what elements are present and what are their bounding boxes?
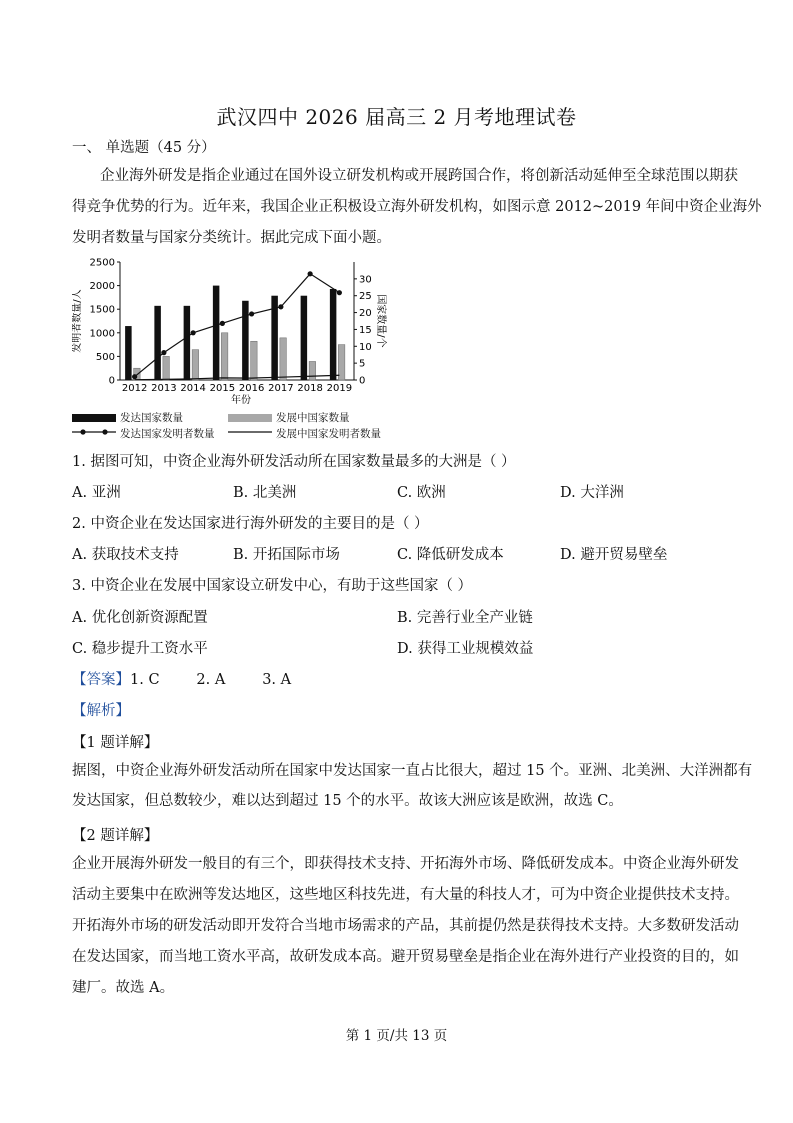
legend-swatch-developing-count [228,414,272,422]
analysis-label: 【解析】 [72,703,130,719]
question-3-option-a: A. 优化创新资源配置 [72,610,208,626]
point-developed-inventors [308,271,313,276]
intro-line-3: 发明者数量与国家分类统计。据此完成下面小题。 [72,230,391,246]
y-tick-label: 2000 [89,281,115,293]
question-2-option-a: A. 获取技术支持 [72,547,179,563]
x-axis-title: 年份 [231,395,251,406]
y2-tick-label: 10 [359,341,372,353]
x-tick-label: 2017 [268,383,294,394]
intro-line-1: 企业海外研发是指企业通过在国外设立研发机构或开展跨国合作，将创新活动延伸至全球范围以期获 [100,168,738,184]
question-2-option-d: D. 避开贸易壁垒 [560,547,668,563]
x-tick-label: 2014 [180,383,206,394]
y-axis-title: 发明者数量/人 [72,289,83,353]
bar-developing-count [251,341,258,380]
explanation-2-line-2: 活动主要集中在欧洲等发达地区，这些地区科技先进，有大量的科技人才，可为中资企业提供技术支持。 [72,887,739,903]
explanation-2-line-1: 企业开展海外研发一般目的有三个，即获得技术支持、开拓海外市场、降低研发成本。中资企业海外研发 [72,856,739,872]
y2-axis-title: 国家数量/个 [375,294,386,348]
point-developed-inventors [278,304,283,309]
chart-legend [72,410,402,442]
y2-tick-label: 30 [359,274,372,286]
question-2-stem: 2. 中资企业在发达国家进行海外研发的主要目的是（ ） [72,516,429,532]
bar-developing-count [163,356,170,380]
page-footer: 第 1 页/共 13 页 [345,1028,448,1044]
answer-text: 1. C 2. A 3. A [130,672,292,688]
explanation-1-line-2: 发达国家，但总数较少，难以达到超过 15 个的水平。故该大洲应该是欧洲，故选 C。 [72,793,623,809]
point-developed-inventors [132,374,137,379]
bar-developing-count [309,361,316,380]
question-1-stem: 1. 据图可知，中资企业海外研发活动所在国家数量最多的大洲是（ ） [72,454,516,470]
x-tick-label: 2019 [326,383,353,394]
question-2-option-b: B. 开拓国际市场 [233,547,340,563]
y-tick-label: 2500 [89,257,115,269]
page-title: 武汉四中 2026 届高三 2 月考地理试卷 [216,105,577,129]
y2-tick-label: 0 [359,375,366,387]
bar-developed-count [330,289,337,380]
legend-label-developed-count: 发达国家数量 [120,412,183,424]
intro-line-2: 得竞争优势的行为。近年来，我国企业正积极设立海外研发机构，如图示意 2012~2019 年间中资企业海外 [72,199,762,215]
explanation-1-heading: 【1 题详解】 [72,735,159,751]
explanation-2-line-3: 开拓海外市场的研发活动即开发符合当地市场需求的产品，其前提仍然是获得技术支持。大多数研发活动 [72,918,739,934]
y-tick-label: 500 [95,351,115,363]
legend-label-developed-inventors: 发达国家发明者数量 [120,428,215,440]
legend-swatch-developed-inventors [72,426,116,438]
question-1-option-c: C. 欧洲 [397,485,446,501]
explanation-2-line-5: 建厂。故选 A。 [72,980,175,996]
x-tick-label: 2015 [209,383,236,394]
point-developed-inventors [220,321,225,326]
answer-block [72,668,291,689]
legend-label-developing-inventors: 发展中国家发明者数量 [276,428,381,440]
question-3-option-b: B. 完善行业全产业链 [397,610,533,626]
question-2-option-c: C. 降低研发成本 [397,547,504,563]
question-3-option-c: C. 稳步提升工资水平 [72,641,208,657]
x-tick-label: 2016 [238,383,265,394]
question-3-option-d: D. 获得工业规模效益 [397,641,534,657]
question-1-option-d: D. 大洋洲 [560,485,624,501]
bar-developed-count [154,306,161,380]
point-developed-inventors [337,290,342,295]
bar-developing-count [221,333,228,380]
section-heading: 一、 单选题（45 分） [72,140,216,156]
point-developed-inventors [191,330,196,335]
y2-tick-label: 5 [359,358,366,370]
bar-developed-count [184,306,191,380]
explanation-2-heading: 【2 题详解】 [72,828,159,844]
explanation-1-line-1: 据图，中资企业海外研发活动所在国家中发达国家一直占比很大，超过 15 个。亚洲、北美洲、大洋洲都有 [72,763,753,779]
bar-developed-count [213,286,220,380]
question-1-option-b: B. 北美洲 [233,485,297,501]
y2-tick-label: 25 [359,291,372,303]
answer-label: 【答案】 [72,672,130,688]
y-tick-label: 1500 [89,304,115,316]
legend-swatch-developed-count [72,414,116,422]
bar-developed-count [125,326,132,380]
bar-developed-count [242,301,249,380]
x-tick-label: 2018 [297,383,323,394]
point-developed-inventors [249,311,254,316]
bar-developed-count [301,296,308,380]
x-tick-label: 2013 [151,383,177,394]
x-tick-label: 2012 [121,383,148,394]
inventor-country-chart [72,250,392,410]
point-developed-inventors [161,350,166,355]
y-tick-label: 1000 [89,328,115,340]
question-1-option-a: A. 亚洲 [72,485,121,501]
y2-tick-label: 15 [359,324,372,336]
y-tick-label: 0 [108,375,115,387]
bar-developing-count [192,350,199,380]
legend-label-developing-count: 发展中国家数量 [276,412,350,424]
question-3-stem: 3. 中资企业在发展中国家设立研发中心，有助于这些国家（ ） [72,578,473,594]
bar-developing-count [280,338,287,380]
explanation-2-line-4: 在发达国家，而当地工资水平高，故研发成本高。避开贸易壁垒是指企业在海外进行产业投资的目的，如 [72,949,739,965]
y2-tick-label: 20 [359,308,372,320]
legend-swatch-developing-inventors [228,426,272,438]
